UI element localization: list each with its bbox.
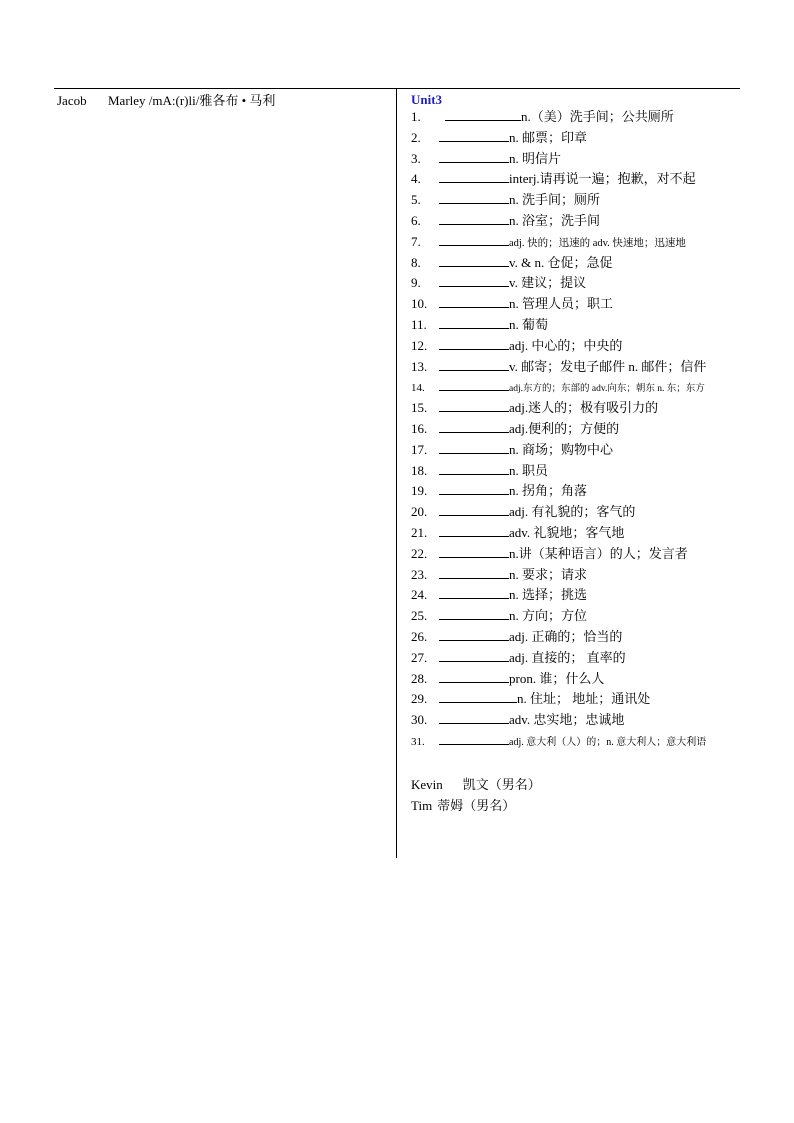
vocab-item [411, 481, 791, 502]
answer-blank[interactable] [439, 484, 509, 495]
vocab-item [411, 169, 791, 190]
vocab-item [411, 544, 791, 565]
answer-blank[interactable] [439, 672, 509, 683]
answer-blank[interactable] [439, 547, 509, 558]
answer-blank[interactable] [439, 692, 517, 703]
vocab-item [411, 107, 791, 128]
vocab-item [411, 461, 791, 482]
item-definition: n. 职员 [509, 462, 549, 478]
item-definition: n.讲（某种语言）的人；发言者 [509, 545, 688, 561]
answer-blank[interactable] [439, 276, 509, 287]
item-definition: adj. 意大利（人）的；n. 意大利人；意大利语 [509, 736, 707, 748]
item-number: 28. [411, 670, 428, 686]
item-number: 3. [411, 150, 421, 166]
item-number: 25. [411, 608, 428, 624]
vocab-item [411, 731, 791, 752]
answer-blank[interactable] [439, 651, 509, 662]
item-definition: n.（美）洗手间；公共厕所 [521, 109, 674, 124]
answer-blank[interactable] [439, 505, 509, 516]
item-definition: n. 洗手间；厕所 [509, 192, 601, 208]
answer-blank[interactable] [439, 131, 509, 142]
vocab-item [411, 710, 791, 731]
item-definition: adj. 中心的；中央的 [509, 337, 623, 353]
answer-blank[interactable] [439, 568, 509, 579]
item-number: 17. [411, 441, 428, 457]
vocab-item [411, 669, 791, 690]
item-number: 24. [411, 587, 428, 603]
item-definition: n. 商场；购物中心 [509, 441, 614, 457]
vocab-item [411, 398, 791, 419]
item-number: 4. [411, 171, 421, 187]
vocab-item [411, 377, 791, 398]
answer-blank[interactable] [439, 401, 509, 412]
item-number: 29. [411, 691, 428, 707]
item-definition: adv. 礼貌地；客气地 [509, 524, 625, 540]
item-definition: adj.便利的；方便的 [509, 420, 620, 436]
answer-blank[interactable] [439, 713, 509, 724]
answer-blank[interactable] [439, 214, 509, 225]
item-definition: adj.东方的；东部的 adv.向东；朝东 n. 东；东方 [509, 384, 705, 395]
item-definition: n. 方向；方位 [509, 608, 588, 624]
item-number: 21. [411, 524, 428, 540]
answer-blank[interactable] [439, 630, 509, 641]
column-divider [396, 88, 397, 858]
answer-blank[interactable] [439, 422, 509, 433]
vocab-item [411, 585, 791, 606]
unit-title: Unit3 [411, 92, 443, 107]
vocab-item [411, 689, 791, 710]
vocab-item [411, 440, 791, 461]
answer-blank[interactable] [439, 360, 509, 371]
answer-blank[interactable] [439, 734, 509, 745]
item-number: 5. [411, 192, 421, 208]
item-number: 27. [411, 649, 428, 665]
item-definition: n. 拐角；角落 [509, 483, 588, 499]
answer-blank[interactable] [439, 339, 509, 350]
answer-blank[interactable] [445, 110, 521, 121]
item-number: 6. [411, 212, 421, 228]
vocab-item [411, 627, 791, 648]
item-number: 13. [411, 358, 428, 374]
left-column [57, 92, 392, 109]
answer-blank[interactable] [439, 464, 509, 475]
top-rule [54, 88, 740, 89]
item-number: 14. [411, 382, 425, 395]
vocab-item [411, 336, 791, 357]
item-number: 20. [411, 504, 428, 520]
right-column [411, 92, 791, 816]
answer-blank[interactable] [439, 609, 509, 620]
item-number: 15. [411, 400, 428, 416]
vocab-item [411, 315, 791, 336]
item-definition: v. & n. 仓促；急促 [509, 254, 613, 270]
item-definition: adj. 有礼貌的；客气的 [509, 504, 636, 520]
item-number: 1. [411, 109, 421, 124]
item-definition: n. 浴室；洗手间 [509, 212, 601, 228]
item-definition: v. 邮寄；发电子邮件 n. 邮件；信件 [509, 358, 707, 374]
name-row-tim [411, 795, 791, 816]
item-number: 22. [411, 545, 428, 561]
item-number: 16. [411, 420, 428, 436]
item-definition: interj.请再说一遍；抱歉，对不起 [509, 171, 696, 187]
item-number: 12. [411, 337, 428, 353]
answer-blank[interactable] [439, 235, 509, 246]
vocab-item [411, 190, 791, 211]
vocab-item [411, 419, 791, 440]
name-row-kevin [411, 774, 791, 795]
name-meaning: 蒂姆（男名） [437, 797, 516, 813]
item-definition: n. 选择；挑选 [509, 587, 588, 603]
vocab-item [411, 273, 791, 294]
answer-blank[interactable] [439, 443, 509, 454]
item-definition: pron. 谁；什么人 [509, 670, 605, 686]
item-definition: adv. 忠实地；忠诚地 [509, 712, 625, 728]
item-number: 18. [411, 462, 428, 478]
item-definition: n. 明信片 [509, 150, 562, 166]
answer-blank[interactable] [439, 588, 509, 599]
item-number: 26. [411, 628, 428, 644]
vocab-item [411, 211, 791, 232]
vocab-item [411, 606, 791, 627]
item-number: 8. [411, 254, 421, 270]
vocab-item [411, 502, 791, 523]
item-definition: v. 建议；提议 [509, 275, 587, 291]
vocab-item [411, 523, 791, 544]
item-definition: n. 葡萄 [509, 316, 549, 332]
answer-blank[interactable] [439, 526, 509, 537]
item-definition: n. 管理人员；职工 [509, 296, 614, 312]
item-definition: adj. 正确的；恰当的 [509, 628, 623, 644]
vocab-item [411, 357, 791, 378]
name-word: Kevin [411, 776, 443, 792]
item-number: 23. [411, 566, 428, 582]
item-number: 19. [411, 483, 428, 499]
answer-blank[interactable] [439, 152, 509, 163]
item-definition: adj. 快的；迅速的 adv. 快速地；迅速地 [509, 237, 686, 249]
answer-blank[interactable] [439, 256, 509, 267]
vocab-item [411, 565, 791, 586]
item-definition: n. 住址； 地址；通讯处 [517, 691, 651, 707]
names-list [411, 774, 791, 816]
vocab-item [411, 253, 791, 274]
answer-blank[interactable] [439, 193, 509, 204]
vocab-item [411, 232, 791, 253]
answer-blank[interactable] [439, 380, 509, 391]
name-word: Tim [411, 797, 433, 813]
vocab-list [411, 107, 791, 752]
vocab-item [411, 648, 791, 669]
name-entry-rest: Marley /mA:(r)li/雅各布 • 马利 [108, 93, 276, 108]
item-number: 2. [411, 129, 421, 145]
name-entry-first: Jacob [57, 93, 87, 108]
item-number: 7. [411, 233, 421, 249]
item-number: 31. [411, 735, 425, 748]
item-definition: n. 邮票；印章 [509, 129, 588, 145]
answer-blank[interactable] [439, 172, 509, 183]
item-definition: adj. 直接的； 直率的 [509, 649, 626, 665]
vocab-item [411, 149, 791, 170]
vocab-item [411, 128, 791, 149]
answer-blank[interactable] [439, 318, 509, 329]
item-definition: adj.迷人的；极有吸引力的 [509, 400, 659, 416]
item-number: 10. [411, 296, 428, 312]
item-number: 9. [411, 275, 421, 291]
item-number: 11. [411, 316, 427, 332]
answer-blank[interactable] [439, 297, 509, 308]
name-meaning: 凯文（男名） [462, 776, 541, 792]
vocab-item [411, 294, 791, 315]
item-number: 30. [411, 712, 428, 728]
item-definition: n. 要求；请求 [509, 566, 588, 582]
